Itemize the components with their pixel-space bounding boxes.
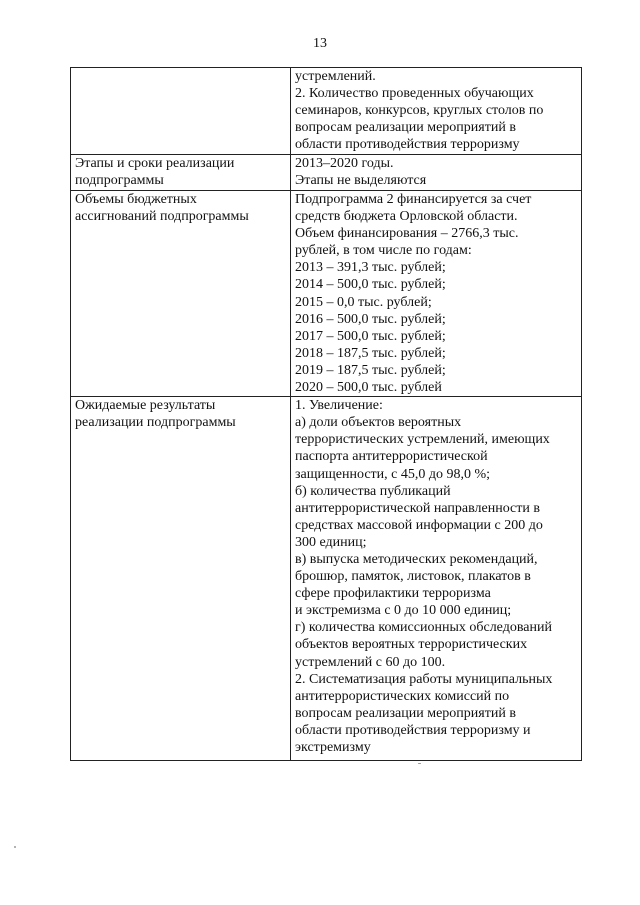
text-line: 2018 – 187,5 тыс. рублей;: [295, 345, 446, 361]
text-line: 2019 – 187,5 тыс. рублей;: [295, 362, 446, 378]
table-row-stages: [71, 155, 582, 191]
text-line: объектов вероятных террористических: [295, 637, 528, 653]
text-line: средствах массовой информации с 200 до: [295, 517, 543, 533]
text-line: б) количества публикаций: [295, 483, 451, 499]
table-row-continuation: [71, 68, 582, 155]
row-value-cell: [291, 155, 582, 191]
text-line: вопросам реализации мероприятий в: [295, 120, 516, 136]
text-line: террористических устремлений, имеющих: [295, 432, 550, 448]
text-line: 2016 – 500,0 тыс. рублей;: [295, 311, 446, 327]
label-line: реализации подпрограммы: [75, 415, 236, 431]
text-line: 2013–2020 годы.: [295, 156, 394, 171]
label-line: Этапы и сроки реализации: [75, 156, 235, 171]
text-line: и экстремизма с 0 до 10 000 единиц;: [295, 603, 512, 619]
text-line: антитеррористической направленности в: [295, 500, 540, 516]
text-line: антитеррористических комиссий по: [295, 688, 510, 704]
label-line: Объемы бюджетных: [75, 192, 197, 207]
text-line: устремлений с 60 до 100.: [295, 654, 446, 670]
text-line: 2017 – 500,0 тыс. рублей;: [295, 328, 446, 344]
text-line: защищенности, с 45,0 до 98,0 %;: [295, 466, 491, 482]
text-line: а) доли объектов вероятных: [295, 415, 462, 431]
row-value-cell: [291, 191, 582, 397]
table-row-budget: [71, 191, 582, 397]
table-row-expected-results: [71, 397, 582, 761]
text-line: устремлений.: [295, 69, 376, 84]
text-line: области противодействия терроризму и: [295, 722, 531, 738]
text-line: брошюр, памяток, листовок, плакатов в: [295, 569, 531, 585]
text-line: Этапы не выделяются: [295, 173, 427, 189]
scan-speck: [418, 763, 421, 764]
text-line: г) количества комиссионных обследований: [295, 620, 552, 636]
row-value-cell: [291, 68, 582, 155]
text-line: рублей, в том числе по годам:: [295, 243, 472, 259]
text-line: сфере профилактики терроризма: [295, 586, 491, 602]
label-line: Ожидаемые результаты: [75, 398, 216, 414]
row-value-cell: [291, 397, 582, 761]
row-label-cell: [71, 397, 291, 761]
row-label-cell: [71, 68, 291, 155]
text-line: вопросам реализации мероприятий в: [295, 705, 516, 721]
label-line: подпрограммы: [75, 173, 164, 189]
text-line: в) выпуска методических рекомендаций,: [295, 551, 538, 567]
text-line: Подпрограмма 2 финансируется за счет: [295, 192, 532, 207]
text-line: паспорта антитеррористической: [295, 449, 488, 465]
row-label-cell: [71, 155, 291, 191]
label-line: ассигнований подпрограммы: [75, 209, 249, 225]
text-line: 300 единиц;: [295, 534, 367, 550]
text-line: 2013 – 391,3 тыс. рублей;: [295, 260, 446, 276]
text-line: экстремизму: [295, 740, 371, 755]
text-line: семинаров, конкурсов, круглых столов по: [295, 103, 544, 119]
text-line: Объем финансирования – 2766,3 тыс.: [295, 226, 519, 242]
text-line: 2. Систематизация работы муниципальных: [295, 671, 553, 687]
scan-speck: [14, 846, 16, 848]
text-line: 2014 – 500,0 тыс. рублей;: [295, 277, 446, 293]
text-line: 2. Количество проведенных обучающих: [295, 86, 534, 102]
text-line: области противодействия терроризму: [295, 137, 520, 153]
text-line: 1. Увеличение:: [295, 398, 383, 414]
row-label-cell: [71, 191, 291, 397]
text-line: средств бюджета Орловской области.: [295, 209, 518, 225]
page-number: 13: [313, 36, 327, 51]
text-line: 2020 – 500,0 тыс. рублей: [295, 380, 442, 396]
text-line: 2015 – 0,0 тыс. рублей;: [295, 294, 432, 310]
subprogram-passport-table: [70, 67, 582, 761]
